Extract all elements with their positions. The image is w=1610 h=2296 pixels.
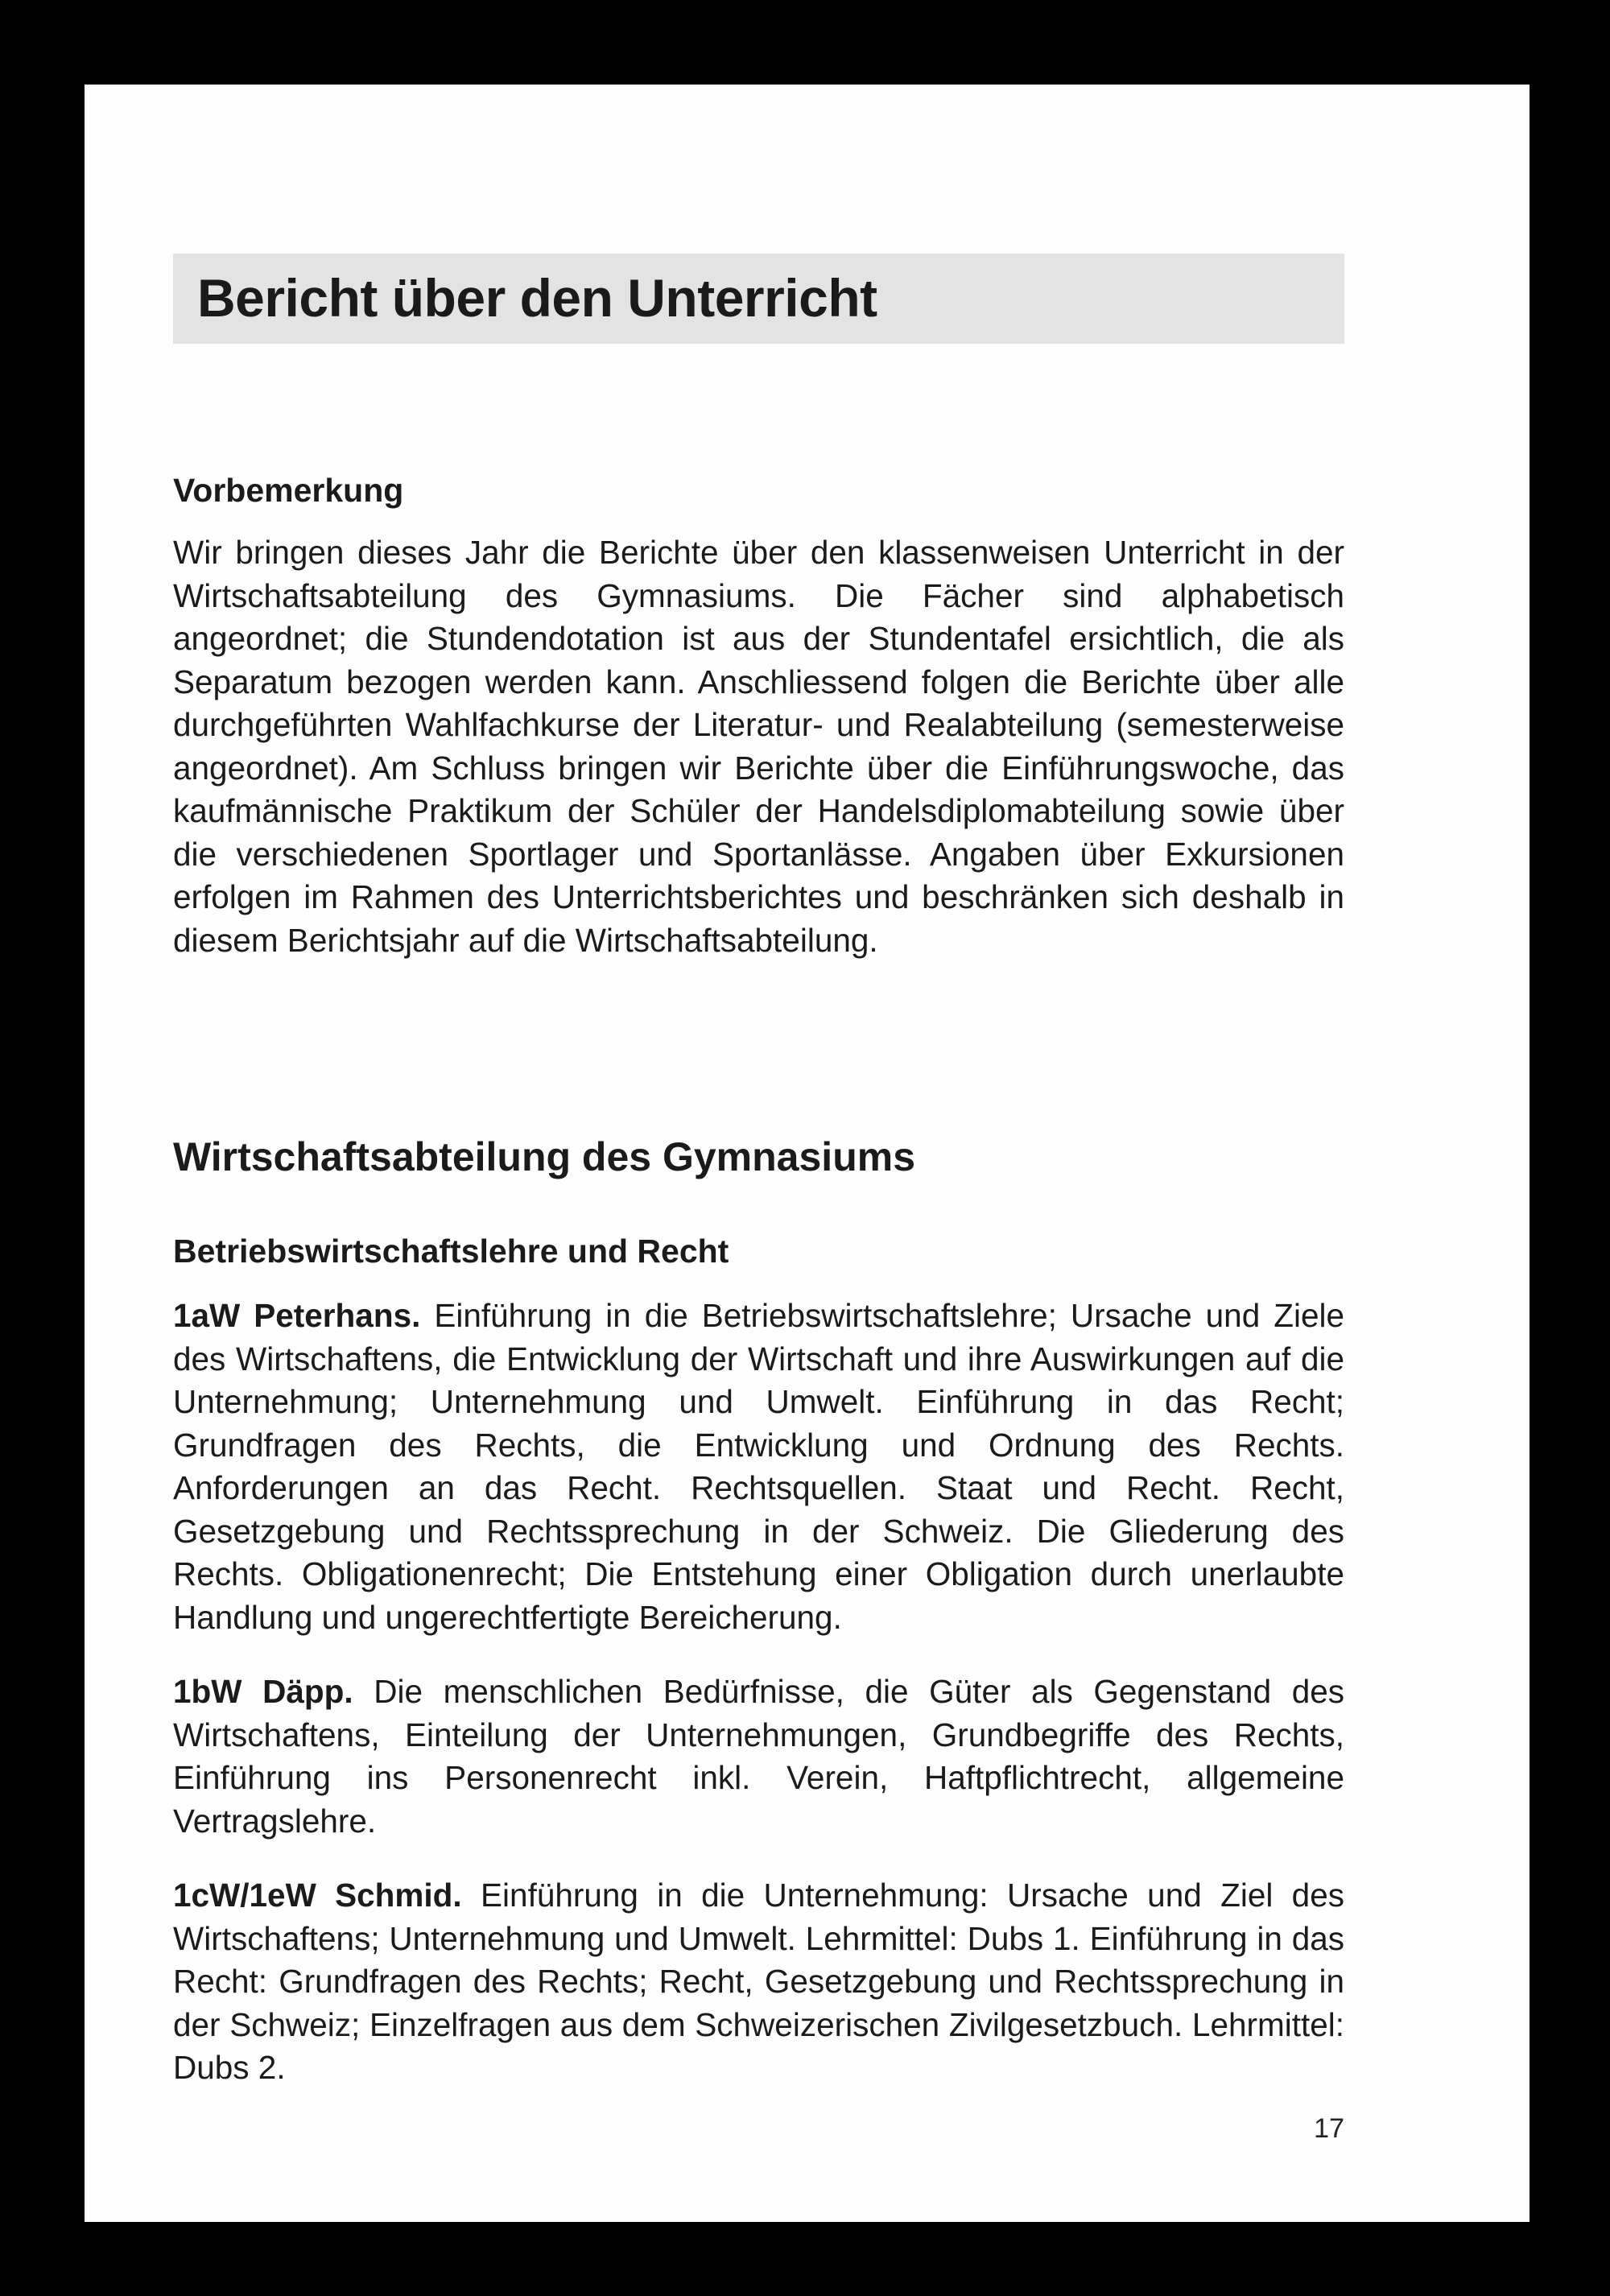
entry-text: Die menschlichen Bedürfnisse, die Güter als Gegenstand des Wirtschaftens, Einteilung der Unternehmungen, Grundbegriffe des Rechts, Einführung ins Personenrecht inkl. Verein, Haftpflichtrecht, allgemeine Vertragslehre. bbox=[173, 1673, 1344, 1840]
entry-text: Einführung in die Betriebswirtschaftslehre; Ursache und Ziele des Wirtschaftens, die Entwicklung der Wirtschaft und ihre Auswirkungen auf die Unternehmung; Unternehmung und Umwelt. Einführung in das Recht; Grundfragen des Rechts, die Entwicklung und Ordnung des Rechts. Anforderungen an das Recht. Rechtsquellen. Staat und Recht. Recht, Gesetzgebung und Rechtssprechung in der Schweiz. Die Gliederung des Rechts. Obligationenrecht; Die Entstehung einer Obligation durch unerlaubte Handlung und ungerechtfertigte Bereicherung. bbox=[173, 1297, 1344, 1636]
entry-paragraph bbox=[173, 1874, 1344, 2090]
preface-heading: Vorbemerkung bbox=[173, 472, 404, 509]
entry-head: 1aW Peterhans. bbox=[173, 1297, 421, 1334]
entry-head: 1cW/1eW Schmid. bbox=[173, 1877, 462, 1914]
entry-1 bbox=[173, 1295, 1344, 1639]
entry-text: Einführung in die Unternehmung: Ursache und Ziel des Wirtschaftens; Unternehmung und Umwelt. Lehrmittel: Dubs 1. Einführung in das Recht: Grundfragen des Rechts; Recht, Gesetzgebung und Rechtssprechung in der Schweiz; Einzelfragen aus dem Schweizerischen Zivilgesetzbuch. Lehrmittel: Dubs 2. bbox=[173, 1877, 1344, 2086]
preface-body bbox=[173, 531, 1344, 962]
preface-block bbox=[173, 471, 1344, 510]
entry-head: 1bW Däpp. bbox=[173, 1673, 353, 1710]
subject-heading: Betriebswirtschaftslehre und Recht bbox=[173, 1233, 729, 1270]
subject-block bbox=[173, 1232, 1344, 1271]
page-title: Bericht über den Unterricht bbox=[197, 268, 877, 328]
section-heading: Wirtschaftsabteilung des Gymnasiums bbox=[173, 1134, 915, 1179]
document-page bbox=[85, 85, 1530, 2222]
entry-paragraph bbox=[173, 1670, 1344, 1843]
title-band bbox=[173, 254, 1344, 344]
page-number: 17 bbox=[1314, 2113, 1344, 2144]
entry-3 bbox=[173, 1874, 1344, 2090]
preface-paragraph: Wir bringen dieses Jahr die Berichte über den klassenweisen Unterricht in der Wirtschaftsabteilung des Gymnasiums. Die Fächer sind alphabetisch angeordnet; die Stundendotation ist aus der Stundentafel ersichtlich, die als Separatum bezogen werden kann. Anschliessend folgen die Berichte über alle durchgeführten Wahlfachkurse der Literatur- und Realabteilung (semesterweise angeordnet). Am Schluss bringen wir Berichte über die Einführungswoche, das kaufmännische Praktikum der Schüler der Handelsdiplomabteilung sowie über die verschiedenen Sportlager und Sportanlässe. Angaben über Exkursionen erfolgen im Rahmen des Unterrichtsberichtes und beschränken sich deshalb in diesem Berichtsjahr auf die Wirtschaftsabteilung. bbox=[173, 534, 1344, 959]
entry-2 bbox=[173, 1670, 1344, 1843]
section-block bbox=[173, 1133, 1344, 1181]
entry-paragraph bbox=[173, 1295, 1344, 1639]
